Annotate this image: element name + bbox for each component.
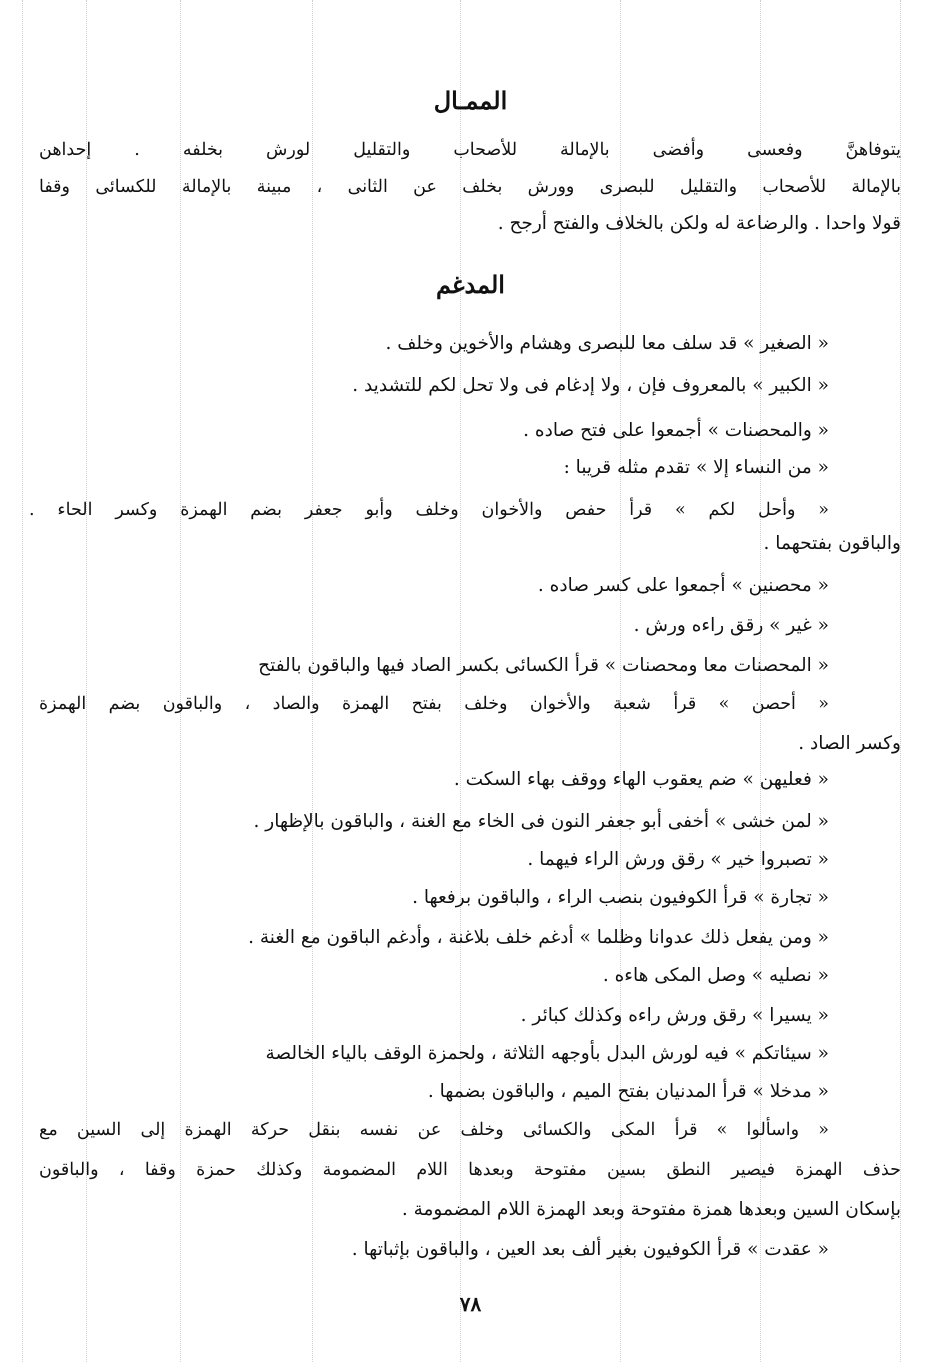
entry-line: بإسكان السين وبعدها همزة مفتوحة وبعد الهمزة اللام المضمومة . — [401, 1199, 901, 1220]
entry-line: « ومن يفعل ذلك عدوانا وظلما » أدغم خلف بلاغنة ، وأدغم الباقون مع الغنة . — [248, 927, 829, 948]
entry-line: « الصغير » قد سلف معا للبصرى وهشام والأخوين وخلف . — [385, 333, 829, 354]
entry-line: « سيئاتكم » فيه لورش البدل بأوجهه الثلاثة ، ولحمزة الوقف بالياء الخالصة — [265, 1043, 829, 1064]
entry-line: « فعليهن » ضم يعقوب الهاء ووقف بهاء السكت . — [453, 769, 829, 790]
entry-line: « عقدت » قرأ الكوفيون بغير ألف بعد العين ، والباقون بإثباتها . — [351, 1239, 829, 1260]
entry-line: « لمن خشى » أخفى أبو جعفر النون فى الخاء مع الغنة ، والباقون بالإظهار . — [253, 811, 829, 832]
entry-line: « يسيرا » رقق ورش راءه وكذلك كبائر . — [520, 1005, 829, 1026]
paragraph-line: يتوفاهنَّ وفعسى وأفضى بالإمالة للأصحاب والتقليل لورش بخلفه . إحداهن — [39, 140, 901, 160]
page-number: ٧٨ — [459, 1292, 482, 1316]
entry-line: « محصنين » أجمعوا على كسر صاده . — [537, 575, 829, 596]
entry-line: والباقون بفتحهما . — [763, 533, 901, 554]
section-heading-mumal: الممـال — [433, 86, 508, 115]
entry-line: « وأحل لكم » قرأ حفص والأخوان وخلف وأبو جعفر بضم الهمزة وكسر الحاء . — [29, 500, 829, 520]
entry-line: حذف الهمزة فيصير النطق بسين مفتوحة وبعدها اللام المضمومة وكذلك حمزة وقفا ، والباقون — [39, 1160, 901, 1180]
entry-line: « الكبير » بالمعروف فإن ، ولا إدغام فى ولا تحل لكم للتشديد . — [352, 375, 829, 396]
entry-line: « واسألوا » قرأ المكى والكسائى وخلف عن نفسه بنقل حركة الهمزة إلى السين مع — [39, 1120, 829, 1140]
entry-line: « غير » رقق راءه ورش . — [633, 615, 829, 636]
entry-line: « من النساء إلا » تقدم مثله قريبا : — [563, 457, 829, 478]
entry-line: « أحصن » قرأ شعبة والأخوان وخلف بفتح الهمزة والصاد ، والباقون بضم الهمزة — [39, 694, 829, 714]
entry-line: « تصبروا خير » رقق ورش الراء فيهما . — [527, 849, 829, 870]
entry-line: « المحصنات معا ومحصنات » قرأ الكسائى بكسر الصاد فيها والباقون بالفتح — [258, 655, 829, 676]
scan-guide-line — [22, 0, 23, 1362]
entry-line: « والمحصنات » أجمعوا على فتح صاده . — [523, 420, 829, 441]
paragraph-line: بالإمالة للأصحاب والتقليل للبصرى وورش بخلف عن الثانى ، مبينة بالإمالة للكسائى وقفا — [39, 177, 901, 197]
entry-line: « مدخلا » قرأ المدنيان بفتح الميم ، والباقون بضمها . — [427, 1081, 829, 1102]
entry-line: « نصليه » وصل المكى هاءه . — [602, 965, 829, 986]
entry-line: وكسر الصاد . — [798, 733, 901, 754]
section-heading-mudgham: المدغم — [436, 270, 505, 299]
paragraph-line: قولا واحدا . والرضاعة له ولكن بالخلاف والفتح أرجح . — [497, 213, 901, 234]
entry-line: « تجارة » قرأ الكوفيون بنصب الراء ، والباقون برفعها . — [412, 887, 829, 908]
